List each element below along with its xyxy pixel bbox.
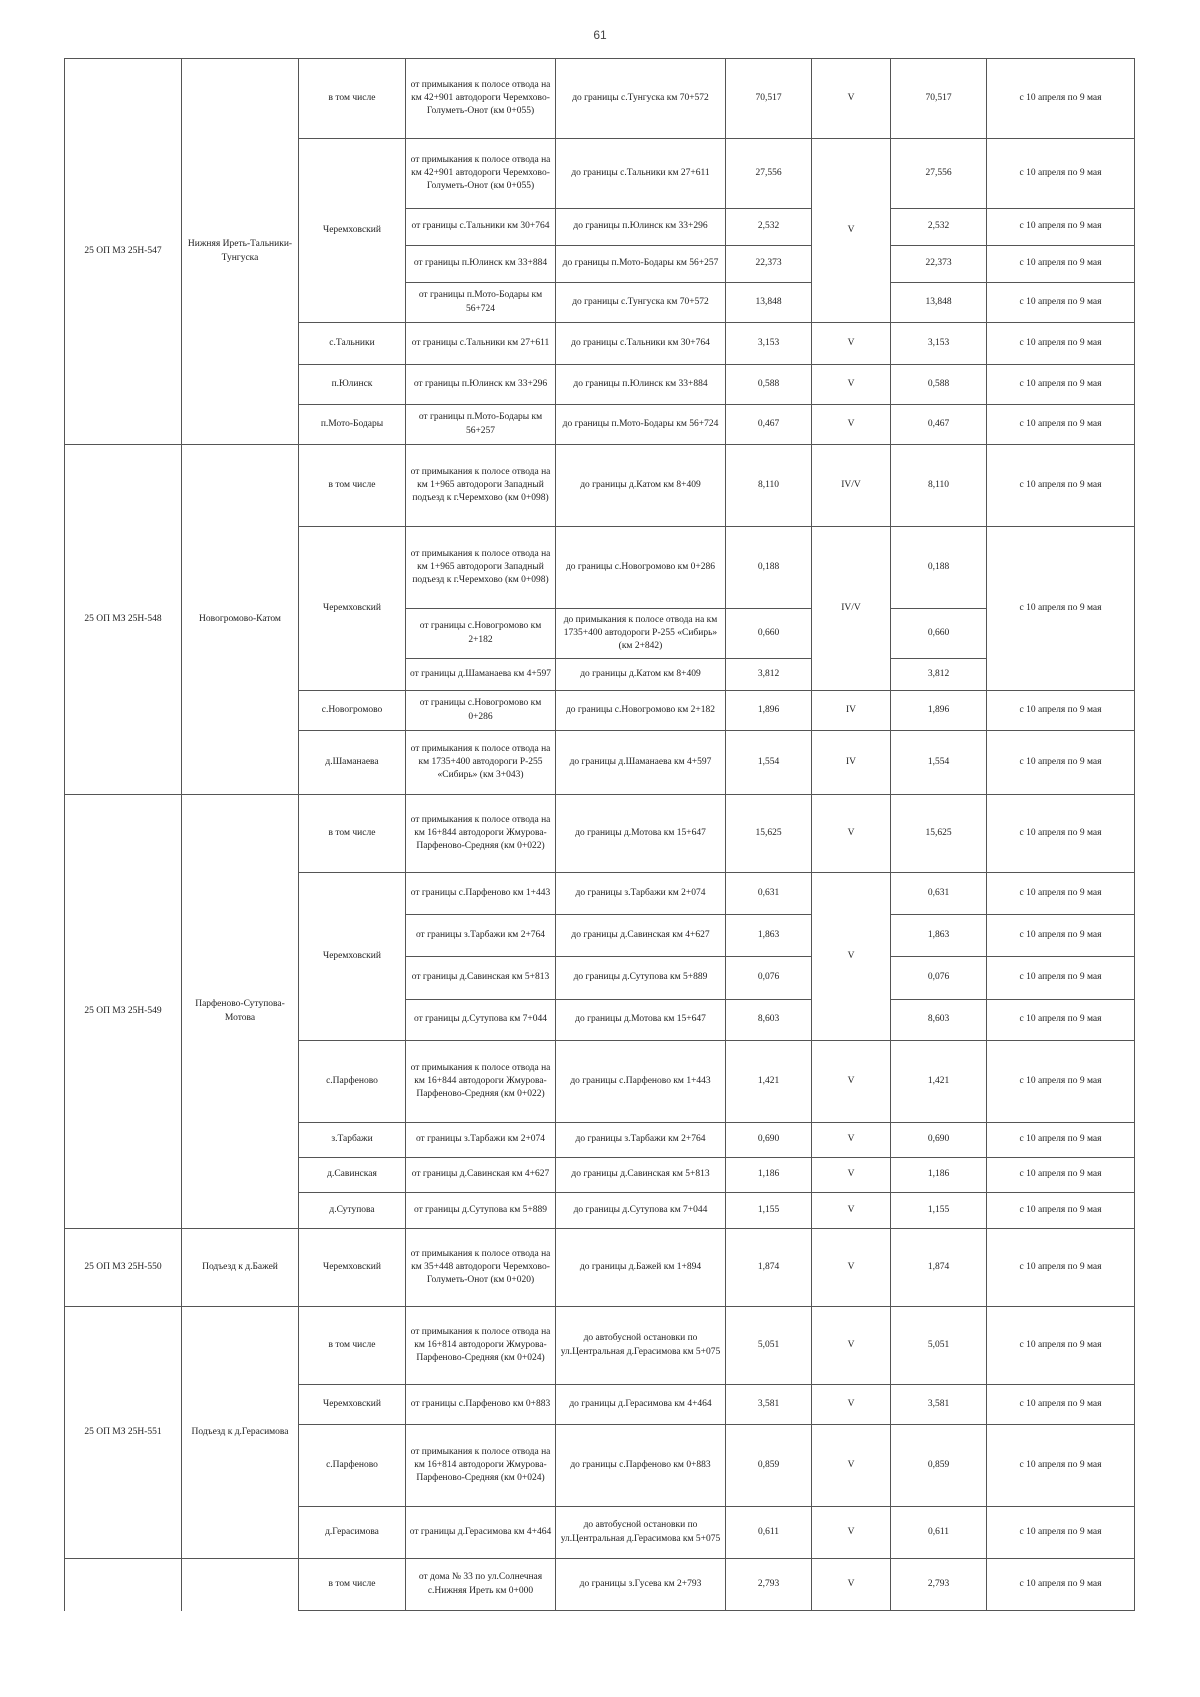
category-cell: IV/V [812, 527, 891, 691]
to-cell: до границы с.Тальники км 27+611 [556, 139, 726, 209]
category-cell: V [812, 59, 891, 139]
length-cell: 0,859 [726, 1425, 812, 1507]
length-cell: 8,603 [726, 1000, 812, 1041]
from-cell: от границы з.Тарбажи км 2+074 [406, 1123, 556, 1158]
length-cell: 1,863 [726, 915, 812, 957]
period-cell: с 10 апреля по 9 мая [987, 1000, 1135, 1041]
length-cell: 0,611 [726, 1507, 812, 1559]
road-name-cell: Парфеново-Сутупова-Мотова [182, 795, 299, 1229]
district-cell: д.Герасимова [299, 1507, 406, 1559]
district-cell: в том числе [299, 445, 406, 527]
restricted-length-cell: 0,859 [891, 1425, 987, 1507]
to-cell: до границы с.Тальники км 30+764 [556, 323, 726, 365]
table-row [65, 795, 1135, 873]
category-cell: V [812, 405, 891, 445]
category-cell: V [812, 1307, 891, 1385]
category-cell: V [812, 1559, 891, 1611]
from-cell: от границы д.Сутупова км 7+044 [406, 1000, 556, 1041]
length-cell: 1,874 [726, 1229, 812, 1307]
length-cell: 0,690 [726, 1123, 812, 1158]
to-cell: до границы с.Новогромово км 0+286 [556, 527, 726, 609]
period-cell: с 10 апреля по 9 мая [987, 405, 1135, 445]
restricted-length-cell: 8,110 [891, 445, 987, 527]
from-cell: от границы п.Мото-Бодары км 56+724 [406, 283, 556, 323]
district-cell: с.Парфеново [299, 1041, 406, 1123]
from-cell: от примыкания к полосе отвода на км 42+901 автодороги Черемхово-Голуметь-Онот (км 0+055) [406, 59, 556, 139]
to-cell: до автобусной остановки по ул.Центральная д.Герасимова км 5+075 [556, 1507, 726, 1559]
district-cell: д.Шаманаева [299, 731, 406, 795]
period-cell: с 10 апреля по 9 мая [987, 1507, 1135, 1559]
restricted-length-cell: 22,373 [891, 246, 987, 283]
period-cell: с 10 апреля по 9 мая [987, 731, 1135, 795]
road-code-cell [65, 1559, 182, 1611]
restricted-length-cell: 1,896 [891, 691, 987, 731]
from-cell: от примыкания к полосе отвода на км 1+965 автодороги Западный подъезд к г.Черемхово (км 0+098) [406, 445, 556, 527]
period-cell: с 10 апреля по 9 мая [987, 1193, 1135, 1229]
restricted-length-cell: 70,517 [891, 59, 987, 139]
category-cell: V [812, 873, 891, 1041]
length-cell: 1,896 [726, 691, 812, 731]
period-cell: с 10 апреля по 9 мая [987, 1385, 1135, 1425]
from-cell: от границы с.Тальники км 30+764 [406, 209, 556, 246]
restricted-length-cell: 0,467 [891, 405, 987, 445]
category-cell: V [812, 1385, 891, 1425]
length-cell: 27,556 [726, 139, 812, 209]
period-cell: с 10 апреля по 9 мая [987, 323, 1135, 365]
road-name-cell: Подъезд к д.Герасимова [182, 1307, 299, 1559]
length-cell: 2,793 [726, 1559, 812, 1611]
period-cell: с 10 апреля по 9 мая [987, 283, 1135, 323]
length-cell: 1,186 [726, 1158, 812, 1193]
from-cell: от границы с.Парфеново км 0+883 [406, 1385, 556, 1425]
page-number: 61 [593, 28, 607, 42]
to-cell: до границы з.Тарбажи км 2+764 [556, 1123, 726, 1158]
district-cell: в том числе [299, 795, 406, 873]
period-cell: с 10 апреля по 9 мая [987, 445, 1135, 527]
restricted-length-cell: 1,421 [891, 1041, 987, 1123]
from-cell: от границы с.Парфеново км 1+443 [406, 873, 556, 915]
length-cell: 5,051 [726, 1307, 812, 1385]
to-cell: до границы с.Тунгуска км 70+572 [556, 59, 726, 139]
period-cell: с 10 апреля по 9 мая [987, 795, 1135, 873]
category-cell: IV [812, 691, 891, 731]
district-cell: д.Сутупова [299, 1193, 406, 1229]
road-restrictions-table [64, 58, 1135, 1611]
road-name-cell: Подъезд к д.Бажей [182, 1229, 299, 1307]
period-cell: с 10 апреля по 9 мая [987, 139, 1135, 209]
from-cell: от границы п.Мото-Бодары км 56+257 [406, 405, 556, 445]
district-cell: Черемховский [299, 1385, 406, 1425]
district-cell: в том числе [299, 1307, 406, 1385]
restricted-length-cell: 3,153 [891, 323, 987, 365]
period-cell: с 10 апреля по 9 мая [987, 527, 1135, 691]
from-cell: от границы д.Савинская км 5+813 [406, 957, 556, 1000]
table-row [65, 1229, 1135, 1307]
from-cell: от границы п.Юлинск км 33+884 [406, 246, 556, 283]
to-cell: до границы с.Новогромово км 2+182 [556, 691, 726, 731]
district-cell: Черемховский [299, 873, 406, 1041]
period-cell: с 10 апреля по 9 мая [987, 873, 1135, 915]
from-cell: от границы с.Новогромово км 0+286 [406, 691, 556, 731]
district-cell: в том числе [299, 59, 406, 139]
restricted-length-cell: 1,554 [891, 731, 987, 795]
restricted-length-cell: 0,188 [891, 527, 987, 609]
restricted-length-cell: 0,690 [891, 1123, 987, 1158]
district-cell: Черемховский [299, 139, 406, 323]
length-cell: 0,076 [726, 957, 812, 1000]
road-name-cell: Нижняя Иреть-Тальники-Тунгуска [182, 59, 299, 445]
to-cell: до границы д.Сутупова км 7+044 [556, 1193, 726, 1229]
restricted-length-cell: 3,581 [891, 1385, 987, 1425]
length-cell: 0,588 [726, 365, 812, 405]
to-cell: до границы д.Герасимова км 4+464 [556, 1385, 726, 1425]
period-cell: с 10 апреля по 9 мая [987, 1425, 1135, 1507]
period-cell: с 10 апреля по 9 мая [987, 1559, 1135, 1611]
to-cell: до границы д.Савинская км 4+627 [556, 915, 726, 957]
restricted-length-cell: 3,812 [891, 659, 987, 691]
restricted-length-cell: 27,556 [891, 139, 987, 209]
length-cell: 13,848 [726, 283, 812, 323]
from-cell: от границы п.Юлинск км 33+296 [406, 365, 556, 405]
category-cell: V [812, 1425, 891, 1507]
category-cell: V [812, 1229, 891, 1307]
category-cell: V [812, 795, 891, 873]
road-code-cell: 25 ОП МЗ 25Н-547 [65, 59, 182, 445]
to-cell: до границы д.Савинская км 5+813 [556, 1158, 726, 1193]
to-cell: до примыкания к полосе отвода на км 1735+400 автодороги Р-255 «Сибирь» (км 2+842) [556, 609, 726, 659]
to-cell: до границы с.Парфеново км 1+443 [556, 1041, 726, 1123]
restricted-length-cell: 0,611 [891, 1507, 987, 1559]
length-cell: 0,188 [726, 527, 812, 609]
to-cell: до границы с.Тунгуска км 70+572 [556, 283, 726, 323]
from-cell: от примыкания к полосе отвода на км 1+965 автодороги Западный подъезд к г.Черемхово (км 0+098) [406, 527, 556, 609]
to-cell: до границы д.Катом км 8+409 [556, 659, 726, 691]
length-cell: 1,554 [726, 731, 812, 795]
road-name-cell: Новогромово-Катом [182, 445, 299, 795]
from-cell: от примыкания к полосе отвода на км 16+814 автодороги Жмурова-Парфеново-Средняя (км 0+024) [406, 1307, 556, 1385]
district-cell: п.Мото-Бодары [299, 405, 406, 445]
from-cell: от границы с.Новогромово км 2+182 [406, 609, 556, 659]
to-cell: до границы д.Мотова км 15+647 [556, 1000, 726, 1041]
period-cell: с 10 апреля по 9 мая [987, 365, 1135, 405]
category-cell: V [812, 1193, 891, 1229]
category-cell: V [812, 323, 891, 365]
to-cell: до границы з.Тарбажи км 2+074 [556, 873, 726, 915]
length-cell: 3,812 [726, 659, 812, 691]
length-cell: 0,660 [726, 609, 812, 659]
category-cell: IV [812, 731, 891, 795]
table-row [65, 1559, 1135, 1611]
category-cell: V [812, 1507, 891, 1559]
restricted-length-cell: 1,863 [891, 915, 987, 957]
district-cell: с.Парфеново [299, 1425, 406, 1507]
category-cell: IV/V [812, 445, 891, 527]
from-cell: от границы д.Шаманаева км 4+597 [406, 659, 556, 691]
to-cell: до границы п.Мото-Бодары км 56+724 [556, 405, 726, 445]
restricted-length-cell: 2,793 [891, 1559, 987, 1611]
length-cell: 3,153 [726, 323, 812, 365]
to-cell: до границы д.Бажей км 1+894 [556, 1229, 726, 1307]
period-cell: с 10 апреля по 9 мая [987, 1041, 1135, 1123]
length-cell: 0,467 [726, 405, 812, 445]
restricted-length-cell: 0,660 [891, 609, 987, 659]
period-cell: с 10 апреля по 9 мая [987, 246, 1135, 283]
from-cell: от примыкания к полосе отвода на км 16+844 автодороги Жмурова-Парфеново-Средняя (км 0+022) [406, 1041, 556, 1123]
from-cell: от примыкания к полосе отвода на км 16+814 автодороги Жмурова-Парфеново-Средняя (км 0+024) [406, 1425, 556, 1507]
period-cell: с 10 апреля по 9 мая [987, 691, 1135, 731]
length-cell: 70,517 [726, 59, 812, 139]
district-cell: с.Тальники [299, 323, 406, 365]
road-code-cell: 25 ОП МЗ 25Н-548 [65, 445, 182, 795]
to-cell: до границы п.Юлинск км 33+884 [556, 365, 726, 405]
district-cell: в том числе [299, 1559, 406, 1611]
from-cell: от границы д.Сутупова км 5+889 [406, 1193, 556, 1229]
district-cell: д.Савинская [299, 1158, 406, 1193]
category-cell: V [812, 1158, 891, 1193]
to-cell: до границы з.Гусева км 2+793 [556, 1559, 726, 1611]
to-cell: до границы д.Сутупова км 5+889 [556, 957, 726, 1000]
length-cell: 3,581 [726, 1385, 812, 1425]
from-cell: от границы з.Тарбажи км 2+764 [406, 915, 556, 957]
district-cell: с.Новогромово [299, 691, 406, 731]
restricted-length-cell: 5,051 [891, 1307, 987, 1385]
length-cell: 1,421 [726, 1041, 812, 1123]
period-cell: с 10 апреля по 9 мая [987, 915, 1135, 957]
length-cell: 0,631 [726, 873, 812, 915]
road-code-cell: 25 ОП МЗ 25Н-549 [65, 795, 182, 1229]
from-cell: от границы с.Тальники км 27+611 [406, 323, 556, 365]
length-cell: 8,110 [726, 445, 812, 527]
restricted-length-cell: 2,532 [891, 209, 987, 246]
restricted-length-cell: 0,076 [891, 957, 987, 1000]
road-code-cell: 25 ОП МЗ 25Н-550 [65, 1229, 182, 1307]
to-cell: до автобусной остановки по ул.Центральная д.Герасимова км 5+075 [556, 1307, 726, 1385]
to-cell: до границы д.Катом км 8+409 [556, 445, 726, 527]
period-cell: с 10 апреля по 9 мая [987, 1123, 1135, 1158]
to-cell: до границы п.Юлинск км 33+296 [556, 209, 726, 246]
district-cell: п.Юлинск [299, 365, 406, 405]
period-cell: с 10 апреля по 9 мая [987, 957, 1135, 1000]
from-cell: от примыкания к полосе отвода на км 35+448 автодороги Черемхово-Голуметь-Онот (км 0+020) [406, 1229, 556, 1307]
table-row [65, 1307, 1135, 1385]
table-row [65, 445, 1135, 527]
restricted-length-cell: 15,625 [891, 795, 987, 873]
from-cell: от примыкания к полосе отвода на км 1735+400 автодороги Р-255 «Сибирь» (км 3+043) [406, 731, 556, 795]
to-cell: до границы д.Мотова км 15+647 [556, 795, 726, 873]
road-name-cell [182, 1559, 299, 1611]
restricted-length-cell: 0,631 [891, 873, 987, 915]
length-cell: 15,625 [726, 795, 812, 873]
category-cell: V [812, 1041, 891, 1123]
category-cell: V [812, 1123, 891, 1158]
from-cell: от границы д.Герасимова км 4+464 [406, 1507, 556, 1559]
period-cell: с 10 апреля по 9 мая [987, 209, 1135, 246]
period-cell: с 10 апреля по 9 мая [987, 59, 1135, 139]
restricted-length-cell: 1,155 [891, 1193, 987, 1229]
from-cell: от примыкания к полосе отвода на км 16+844 автодороги Жмурова-Парфеново-Средняя (км 0+022) [406, 795, 556, 873]
category-cell: V [812, 365, 891, 405]
restricted-length-cell: 13,848 [891, 283, 987, 323]
length-cell: 22,373 [726, 246, 812, 283]
to-cell: до границы д.Шаманаева км 4+597 [556, 731, 726, 795]
restricted-length-cell: 0,588 [891, 365, 987, 405]
length-cell: 1,155 [726, 1193, 812, 1229]
district-cell: Черемховский [299, 527, 406, 691]
restricted-length-cell: 8,603 [891, 1000, 987, 1041]
from-cell: от дома № 33 по ул.Солнечная с.Нижняя Иреть км 0+000 [406, 1559, 556, 1611]
table-row [65, 59, 1135, 139]
road-code-cell: 25 ОП МЗ 25Н-551 [65, 1307, 182, 1559]
category-cell: V [812, 139, 891, 323]
length-cell: 2,532 [726, 209, 812, 246]
from-cell: от границы д.Савинская км 4+627 [406, 1158, 556, 1193]
district-cell: з.Тарбажи [299, 1123, 406, 1158]
restricted-length-cell: 1,186 [891, 1158, 987, 1193]
district-cell: Черемховский [299, 1229, 406, 1307]
to-cell: до границы п.Мото-Бодары км 56+257 [556, 246, 726, 283]
period-cell: с 10 апреля по 9 мая [987, 1158, 1135, 1193]
to-cell: до границы с.Парфеново км 0+883 [556, 1425, 726, 1507]
restricted-length-cell: 1,874 [891, 1229, 987, 1307]
from-cell: от примыкания к полосе отвода на км 42+901 автодороги Черемхово-Голуметь-Онот (км 0+055) [406, 139, 556, 209]
period-cell: с 10 апреля по 9 мая [987, 1307, 1135, 1385]
period-cell: с 10 апреля по 9 мая [987, 1229, 1135, 1307]
